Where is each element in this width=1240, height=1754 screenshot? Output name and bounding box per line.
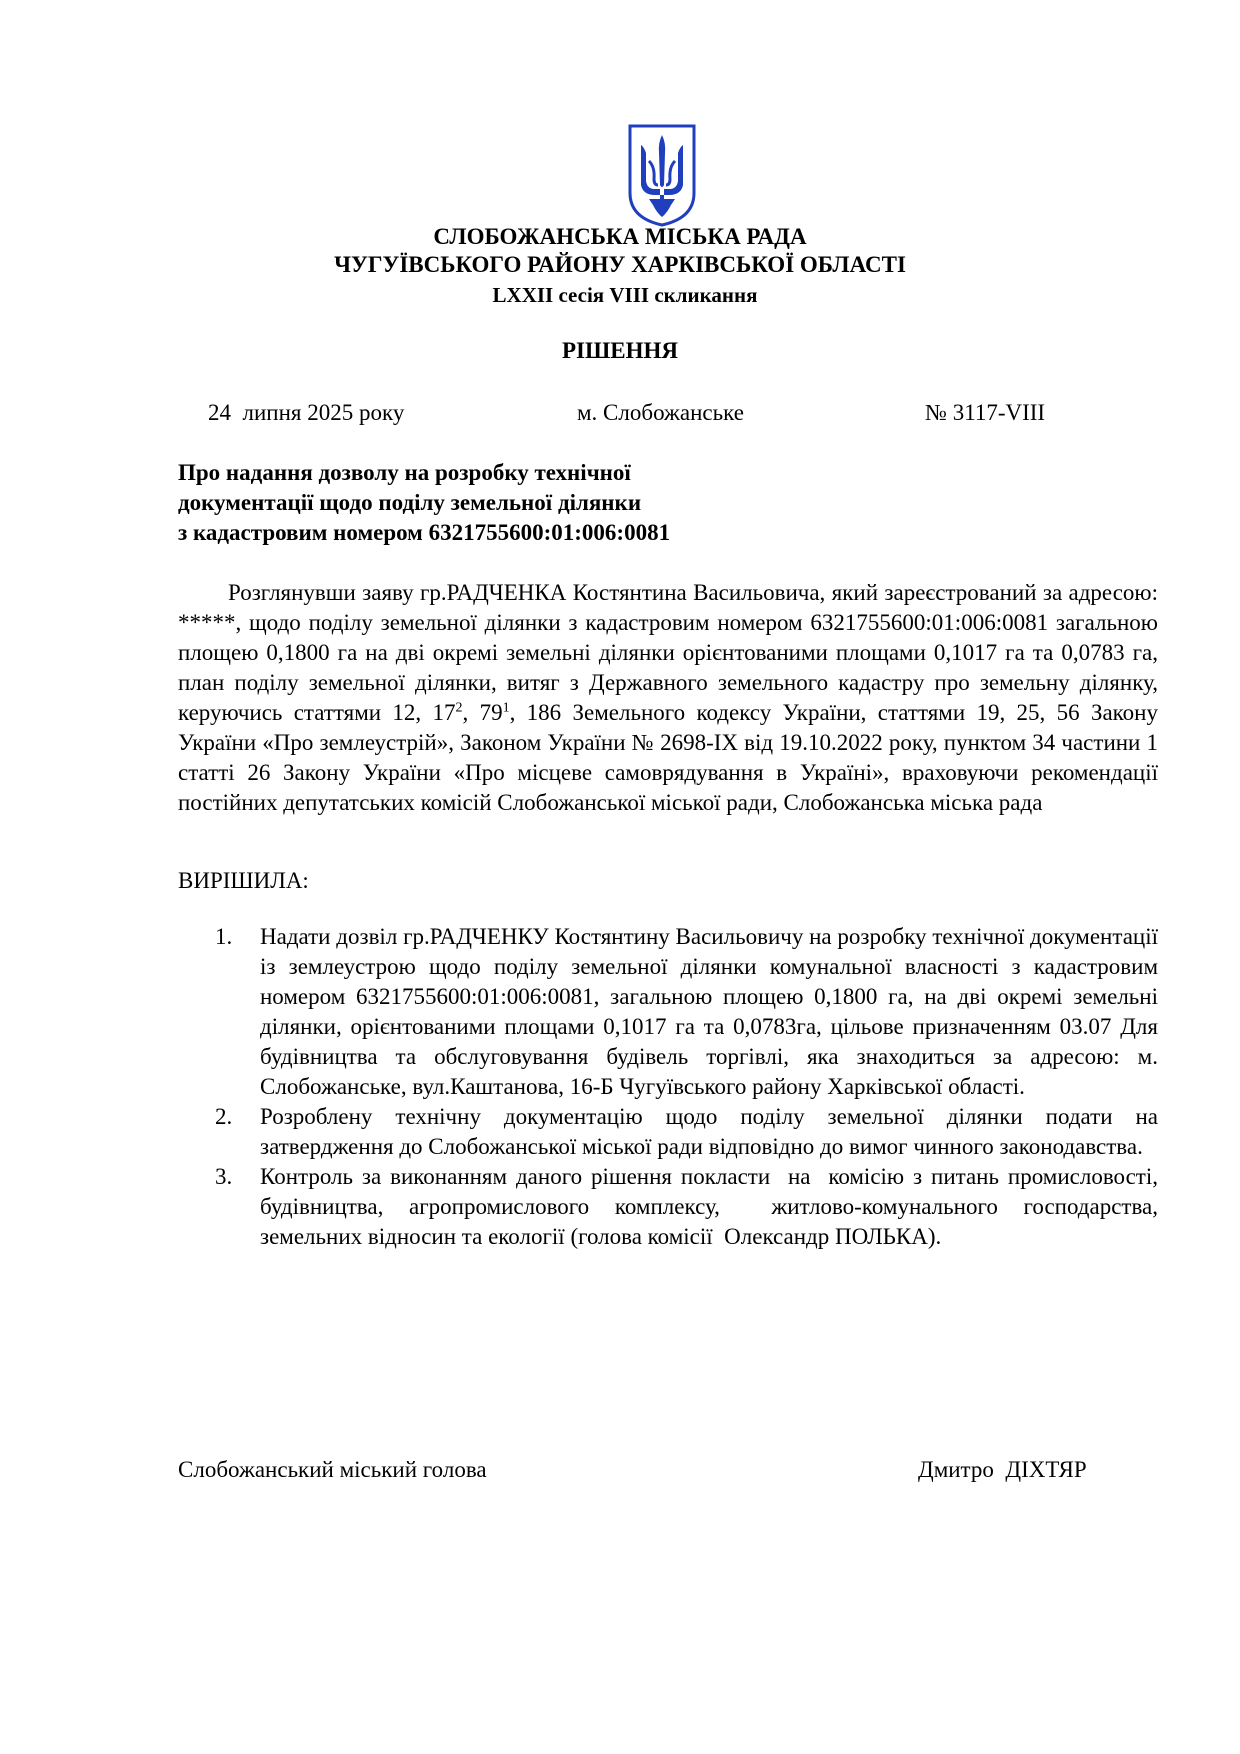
subject-line: Про надання дозволу на розробку технічної <box>178 460 631 485</box>
signatory-title: Слобожанський міський голова <box>178 1457 487 1482</box>
decision-city: м. Слобожанське <box>577 400 744 425</box>
trident-icon <box>627 123 697 228</box>
preamble-text: , 186 Земельного кодексу України, статтями 19, 25, 56 Закону України «Про землеустрій», Законом України № 2698-IX від 19.10.2022 року, пунктом 34 частини 1 статті 26 Закону України «Про місцеве самоврядування в Україні», враховуючи рекомендації постійних депутатських комісій Слобожанської міської ради, Слобожанська міська рада <box>178 700 1158 815</box>
preamble-text: , 79 <box>462 700 503 725</box>
decision-number: № 3117-VIII <box>925 400 1046 425</box>
preamble-paragraph <box>178 578 1158 818</box>
list-item <box>178 1102 1158 1162</box>
subject-line: документації щодо поділу земельної ділянки <box>178 490 642 515</box>
superscript: 2 <box>455 700 463 716</box>
document-type-title: РІШЕННЯ <box>562 338 678 363</box>
preamble-text: Розглянувши заяву гр.РАДЧЕНКА Костянтина Васильовича, який зареєстрований за адресою: *****, щодо поділу земельної ділянки з кадастровим номером 6321755600:01:006:0081 загальною площею 0,1800 га на дві окремі земельні ділянки орієнтованими площами 0,1017 га та 0,0783 га, план поділу земельної ділянки, витяг з Державного земельного кадастру про земельну ділянку, керуючись статтями 12, 17 <box>178 580 1158 725</box>
item-text: Надати дозвіл гр.РАДЧЕНКУ Костянтину Васильовичу на розробку технічної документації із землеустрою щодо поділу земельної ділянки комунальної власності з кадастровим номером 6321755600:01:006:0081, загальною площею 0,1800 га, на дві окремі земельні ділянки, орієнтованими площами 0,1017 га та 0,0783га, цільове призначенням 03.07 Для будівництва та обслуговування будівель торгівлі, яка знаходиться за адресою: м. Слобожанське, вул.Каштанова, 16-Б Чугуївського району Харківської області. <box>260 924 1158 1099</box>
decision-subject <box>178 458 778 548</box>
decision-items-list <box>178 922 1164 1252</box>
council-name-line2: ЧУГУЇВСЬКОГО РАЙОНУ ХАРКІВСЬКОЇ ОБЛАСТІ <box>334 252 906 277</box>
superscript: 1 <box>502 700 510 716</box>
signatory-name: Дмитро ДІХТЯР <box>918 1457 1087 1482</box>
list-item <box>178 1162 1164 1252</box>
decided-label: ВИРІШИЛА: <box>178 868 309 893</box>
item-text: Розроблену технічну документацію щодо поділу земельної ділянки подати на затвердження до Слобожанської міської ради відповідно до вимог чинного законодавства. <box>260 1104 1158 1159</box>
item-text: Контроль за виконанням даного рішення покласти на комісію з питань промисловості, будівництва, агропромислового комплексу, житлово-комунального господарства, земельних відносин та екології (голова комісії Олександр ПОЛЬКА). <box>260 1164 1164 1249</box>
council-name-line1: СЛОБОЖАНСЬКА МІСЬКА РАДА <box>433 224 807 249</box>
decision-date: 24 липня 2025 року <box>208 400 405 425</box>
item-number: 3. <box>215 1164 233 1189</box>
subject-line: з кадастровим номером 6321755600:01:006:0081 <box>178 520 671 545</box>
item-number: 2. <box>215 1104 233 1129</box>
item-number: 1. <box>215 924 233 949</box>
list-item <box>178 922 1158 1102</box>
session-line: LXXII сесія VIII скликання <box>492 283 758 307</box>
